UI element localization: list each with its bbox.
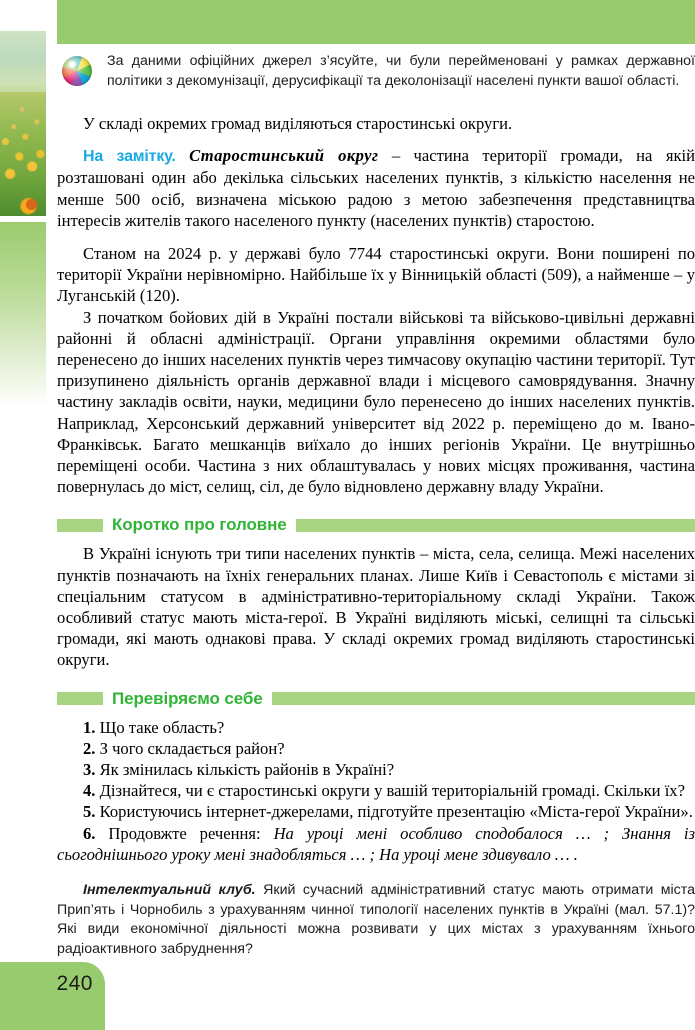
list-item: [57, 780, 695, 801]
page-number: 240: [56, 972, 93, 995]
note-paragraph: [57, 145, 695, 231]
intellectual-club-label: Інтелектуальний клуб.: [83, 882, 256, 899]
list-item: [57, 738, 695, 759]
question-text: Дізнайтеся, чи є старостинські округи у вашій територіальній громаді. Скільки їх?: [99, 781, 685, 801]
top-green-band: [57, 0, 695, 44]
lead-paragraph: У складі окремих громад виділяються старостинські округи.: [83, 114, 513, 133]
left-green-gradient: [0, 222, 46, 407]
sunflower-field-photo: [0, 31, 46, 216]
sunflower-bloom: [26, 199, 37, 210]
summary-text: В Україні існують три типи населених пунктів – міста, села, селища. Межі населених пунктів позначають на їхніх генеральних планах. Лише Київ і Севастополь є містами зі спеціальним статусом в адміністративно-територіальному складі України. Також особливий статус мають міста-герої. В Україні виділяють міські, селищні та сільські громади, які мають однакові права. У складі окремих громад виділяють старостинські округи.: [57, 544, 695, 670]
question-number: 6.: [83, 823, 96, 843]
heading-bar-left: [57, 692, 103, 705]
list-item: [57, 801, 695, 822]
note-label: На замітку.: [83, 148, 176, 166]
intellectual-club-text: Який сучасний адміністративний статус мають отримати міста Прип’ять і Чорнобиль з урахуванням чинної типології населених пунктів в Україні (мал. 57.1)? Які види економічної діяльності можна розвивати у цих містах з урахуванням їхнього радіоактивного забруднення?: [57, 882, 695, 957]
photo-sunflower-field: [0, 92, 46, 216]
task-text: За даними офіційних джерел з’ясуйте, чи були перейменовані у рамках державної політики з декомунізації, дерусифікації та деколонізації населені пункти вашої області.: [107, 53, 695, 89]
question-number: 3.: [83, 760, 96, 780]
question-italic-text: На уроці мені особливо сподобалося … ; Знання із сьогоднішнього уроку мені знадобляться … ; На уроці мене здивувало … .: [57, 823, 695, 864]
paragraph-2: З початком бойових дій в Україні постали військові та військово-цивільні державні районні й обласні адміністрації. Органи управління окремими областями було перенесено до інших населених пунктів через тимчасову окупацію частини території. Тут призупинено діяльність органів державної влади і місцевого самоврядування. Значну частину закладів освіти, науки, медицини було перенесено до інших населених пунктів. Наприклад, Херсонський державний університет від 2022 р. переміщено до м. Івано-Франківськ. Багато мешканців виїхало до інших регіонів України. Це внутрішньо переміщені особи. Частина з них облаштувалась у нових місцях проживання, частина повернулась до міст, селищ, сіл, де було відновлено державну владу України.: [57, 307, 695, 497]
self-check-heading: [57, 689, 695, 709]
question-text: Що таке область?: [99, 717, 225, 737]
task-block: [57, 52, 695, 100]
heading-bar-left: [57, 519, 103, 532]
list-item: [57, 823, 695, 865]
question-text: Як змінилась кількість районів в Україні?: [99, 760, 395, 780]
heading-bar-right: [272, 692, 695, 705]
self-check-heading-text: Перевіряємо себе: [112, 688, 263, 708]
list-item: [57, 717, 695, 738]
paragraph-1: Станом на 2024 р. у державі було 7744 старостинські округи. Вони поширені по території України нерівномірно. Найбільше їх у Вінницькій області (509), а найменше – у Луганській (120).: [57, 244, 695, 306]
photo-sky: [0, 31, 46, 101]
page-content: [57, 52, 695, 973]
summary-heading: [57, 515, 695, 535]
list-item: [57, 759, 695, 780]
intellectual-club-block: [57, 881, 695, 959]
self-check-question-list: [57, 717, 695, 865]
heading-bar-right: [296, 519, 695, 532]
note-term: Старостинський округ: [189, 146, 379, 166]
globe-icon: [62, 56, 92, 86]
question-text: З чого складається район?: [99, 738, 285, 758]
summary-heading-text: Коротко про головне: [112, 515, 287, 535]
question-number: 2.: [83, 738, 96, 758]
question-text: Користуючись інтернет-джерелами, підготуйте презентацію «Міста-герої України».: [99, 802, 693, 822]
question-number: 4.: [83, 781, 96, 801]
note-text: – частина території громади, на якій розташовані один або декілька сільських населених пунктів, з кількістю населення не менше 500 осіб, визначена міською радою з метою забезпечення представництва інтересів жителів такого населеного пункту (населених пунктів) старостою.: [57, 146, 695, 230]
question-number: 1.: [83, 717, 96, 737]
question-number: 5.: [83, 802, 96, 822]
question-text: Продовжте речення:: [108, 823, 274, 843]
